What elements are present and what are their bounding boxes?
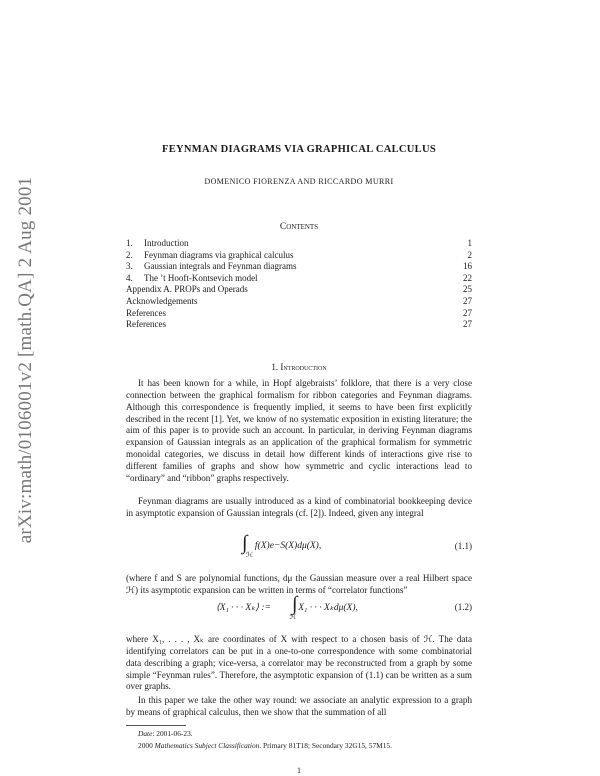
integral-sign: ∫	[242, 532, 248, 554]
paragraph: (where f and S are polynomial functions, dμ the Gaussian measure over a real Hilbert space ℋ) its asymptotic expansion can be written in terms of “correlator functions”	[126, 573, 472, 595]
equation-1-1	[126, 532, 472, 561]
toc-entry-title: References	[126, 319, 166, 330]
equation-expression: f(X)e−S(X)dμ(X),	[254, 541, 322, 551]
arxiv-identifier: arXiv:math/0106001v2 [math.QA] 2 Aug 2001	[15, 176, 36, 544]
footnote-rule	[126, 725, 186, 726]
integral-domain: ℋ	[289, 612, 297, 621]
section-title: Introduction	[280, 362, 327, 372]
toc-entry[interactable]	[126, 238, 472, 250]
integral-sign: ∫	[292, 593, 298, 615]
toc-entry-number: 1.	[126, 238, 133, 248]
toc-entry-number: 3.	[126, 261, 133, 272]
toc-entry-title: References	[126, 307, 166, 318]
toc-entry-page: 22	[463, 272, 472, 283]
toc-entry[interactable]	[126, 308, 472, 320]
paragraph: In this paper we take the other way round: we associate an analytic expression to a graph by means of graphical calculus, then we show that the summation of all	[126, 695, 472, 717]
footnote-msc	[138, 741, 392, 750]
toc-entry[interactable]	[126, 250, 472, 262]
footnote-date-label: Date	[138, 729, 153, 738]
equation-number: (1.2)	[454, 602, 472, 612]
toc-entry[interactable]	[126, 261, 472, 273]
paragraph: It has been known for a while, in Hopf algebraists’ folklore, that there is a very close connection between the graphical formalism for ribbon categories and Feynman diagrams. Although this correspondence is frequently implied, it seems to have been first explicitly described in the recent [1]. Yet, we know of no systematic exposition in existing literature; the aim of this paper is to provide such an account. In particular, in deriving Feynman diagrams expansion of Gaussian integrals as an application of the graphical formalism for symmetric monoidal categories, we discuss in detail how different kinds of interactions give rise to different families of graphs and show how symmetric and cyclic interactions lead to “ordinary” and “ribbon” graphs respectively.	[126, 378, 472, 483]
equation-rhs: X₁ · · · Xₖdμ(X),	[298, 603, 358, 613]
toc-entry-title: Introduction	[144, 238, 189, 248]
equation-number: (1.1)	[454, 541, 472, 551]
toc-entry-title: Gaussian integrals and Feynman diagrams	[144, 261, 297, 272]
toc-entry-title: Appendix A. PROPs and Operads	[126, 284, 248, 295]
paragraph: Feynman diagrams are usually introduced as a kind of combinatorial bookkeeping device in asymptotic expansion of Gaussian integrals (cf. [2]). Indeed, given any integral	[126, 496, 472, 518]
footnote-date-value: : 2001-06-23.	[152, 729, 193, 738]
footnote-msc-value: . Primary 81T18; Secondary 32G15, 57M15.	[259, 741, 392, 750]
footnote-msc-label: Mathematics Subject Classification	[154, 741, 260, 750]
paper-authors: DOMENICO FIORENZA AND RICCARDO MURRI	[204, 177, 394, 186]
table-of-contents	[126, 238, 472, 331]
paper-title: FEYNMAN DIAGRAMS VIA GRAPHICAL CALCULUS	[161, 144, 437, 155]
arxiv-side-stamp	[6, 150, 46, 570]
footnote-date	[138, 729, 193, 738]
equation-body	[216, 602, 358, 621]
toc-entry-page: 27	[463, 319, 472, 330]
toc-entry-page: 27	[463, 295, 472, 306]
toc-entry-page: 1	[467, 238, 472, 248]
toc-entry-page: 27	[463, 307, 472, 318]
toc-entry-page: 2	[467, 249, 472, 260]
toc-entry[interactable]	[126, 273, 472, 285]
toc-entry[interactable]	[126, 284, 472, 296]
toc-entry-page: 25	[463, 284, 472, 295]
equation-body	[246, 541, 322, 559]
toc-entry-title: Acknowledgements	[126, 295, 198, 306]
section-number: 1.	[271, 362, 279, 372]
toc-entry-page: 16	[463, 261, 472, 272]
toc-entry[interactable]	[126, 319, 472, 331]
toc-entry-title: The ’t Hooft-Kontsevich model	[144, 272, 258, 283]
equation-lhs: ⟨X₁ · · · Xₖ⟩ :=	[216, 603, 271, 613]
footnote-msc-prefix: 2000	[138, 741, 155, 750]
paragraph: where X₁, . . . , Xₖ are coordinates of X with respect to a chosen basis of ℋ. The data identifying correlators can be put in a one-to-one correspondence with some combinatorial data describing a graph; vice-versa, a correlator may be reconstructed from a graph by some simple “Feynman rules”. Therefore, the asymptotic expansion of (1.1) can be written as a sum over graphs.	[126, 634, 472, 692]
toc-entry-number: 2.	[126, 249, 133, 260]
integral-domain: ℋ	[246, 550, 253, 559]
toc-entry-title: Feynman diagrams via graphical calculus	[144, 249, 294, 260]
section-heading	[126, 362, 472, 372]
page-number: 1	[297, 766, 301, 775]
toc-entry-number: 4.	[126, 272, 133, 283]
contents-heading: Contents	[279, 222, 319, 232]
toc-entry[interactable]	[126, 296, 472, 308]
equation-1-2	[126, 593, 472, 622]
